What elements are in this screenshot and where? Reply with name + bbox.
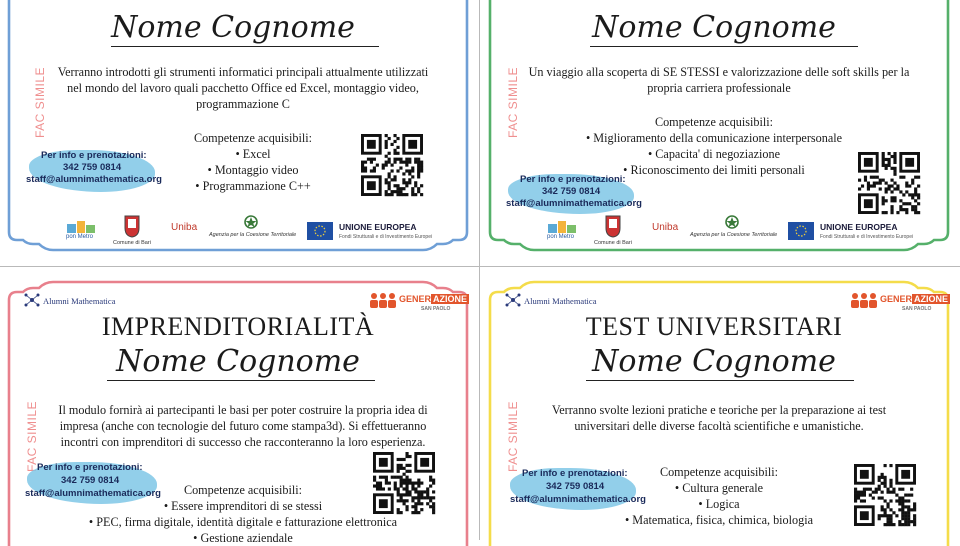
info-email[interactable]: staff@alumnimathematica.org: [510, 494, 646, 505]
fac-simile-label: FAC SIMILE: [506, 66, 520, 138]
comune-crest-icon: [604, 214, 622, 238]
info-label: Per info e prenotazioni:: [520, 174, 626, 185]
skills-heading: Competenze acquisibili:: [654, 115, 774, 129]
skill-item: • Montaggio video: [207, 163, 299, 177]
pon-metro-logo: [65, 218, 101, 244]
agenzia-text: Agenzia per la Coesione Territoriale: [690, 232, 778, 238]
sponsor-logos: [544, 214, 944, 250]
skills-block: [564, 114, 864, 178]
horizontal-divider: [0, 266, 960, 267]
skills-heading: Competenze acquisibili:: [659, 465, 779, 479]
fac-simile-label: FAC SIMILE: [506, 400, 520, 472]
generazione-logo: [880, 294, 950, 304]
module-description: Verranno svolte lezioni pratiche e teoriche per la preparazione ai test universitari delle diverse facoltà scientifiche e umanistiche.: [551, 403, 887, 433]
pon-metro-logo: [546, 218, 582, 244]
qr-code[interactable]: [854, 464, 916, 526]
gener-part: GENER: [880, 294, 913, 304]
skills-block: [153, 130, 353, 194]
skill-item: • Capacita' di negoziazione: [647, 147, 780, 161]
italy-emblem-icon: [724, 214, 740, 230]
module-description: Un viaggio alla scoperta di SE STESSI e valorizzazione delle soft skills per la propria carriera professionale: [528, 65, 910, 95]
info-phone: 342 759 0814: [542, 186, 601, 197]
info-phone: 342 759 0814: [63, 162, 122, 173]
participant-name: Nome Cognome: [116, 344, 360, 379]
info-email[interactable]: staff@alumnimathematica.org: [26, 174, 162, 185]
info-label: Per info e prenotazioni:: [522, 468, 628, 479]
module-description: Verranno introdotti gli strumenti informatici principali attualmente utilizzati nel mondo del lavoro quali pacchetto Office ed Excel, montaggio video, programmazione C: [57, 65, 429, 111]
info-label: Per info e prenotazioni:: [37, 462, 143, 473]
skill-item: • Riconoscimento dei limiti personali: [623, 163, 805, 177]
uniba-logo: Uniba: [171, 222, 198, 233]
module-title: TEST UNIVERSITARI: [585, 312, 843, 341]
info-box: [23, 458, 163, 512]
gener-part: GENER: [399, 294, 432, 304]
info-phone: 342 759 0814: [61, 475, 120, 486]
skill-item: • Miglioramento della comunicazione interpersonale: [585, 131, 843, 145]
qr-code[interactable]: [361, 134, 423, 196]
azione-part: AZIONE: [433, 294, 468, 304]
eu-flag-icon: [788, 222, 814, 240]
azione-part: AZIONE: [914, 294, 949, 304]
alumni-logo-text: Alumni Mathematica: [524, 296, 597, 306]
skills-heading: Competenze acquisibili:: [183, 483, 303, 497]
generazione-logo: [399, 294, 469, 304]
card-test-universitari: [484, 272, 954, 532]
fac-simile-label: FAC SIMILE: [25, 400, 39, 472]
skill-item: • PEC, firma digitale, identità digitale e fatturazione elettronica: [88, 515, 398, 529]
skill-item: • Gestione aziendale: [193, 531, 293, 545]
info-email[interactable]: staff@alumnimathematica.org: [25, 488, 161, 499]
alumni-logo-text: Alumni Mathematica: [43, 296, 116, 306]
info-phone: 342 759 0814: [546, 481, 605, 492]
fac-simile-label: FAC SIMILE: [33, 66, 47, 138]
eu-title: UNIONE EUROPEA: [339, 222, 417, 232]
comune-text: Comune di Bari: [594, 240, 632, 246]
san-paolo-text: SAN PAOLO: [421, 306, 451, 312]
uniba-logo: Uniba: [652, 222, 679, 233]
vertical-divider: [479, 0, 480, 540]
skill-item: • Matematica, fisica, chimica, biologia: [624, 513, 814, 527]
name-underline: [590, 46, 858, 47]
skill-item: • Excel: [235, 147, 271, 161]
name-underline: [107, 380, 375, 381]
pon-metro-text: pon Metro: [66, 234, 94, 240]
participant-name: Nome Cognome: [111, 10, 355, 45]
card-imprenditorialita: [3, 272, 473, 545]
eu-title: UNIONE EUROPEA: [820, 222, 898, 232]
comune-crest-icon: [123, 214, 141, 238]
eu-subtitle: Fondi Strutturali e di Investimento Europei: [820, 234, 914, 240]
name-underline: [111, 46, 379, 47]
module-title: IMPRENDITORIALITÀ: [101, 312, 375, 341]
name-underline: [586, 380, 854, 381]
participant-name: Nome Cognome: [592, 344, 836, 379]
eu-flag-icon: [307, 222, 333, 240]
info-label: Per info e prenotazioni:: [41, 150, 147, 161]
module-description: Il modulo fornirà ai partecipanti le basi per poter costruire la propria idea di impresa (anche con tecnologie del futuro come stampa3d). Si effettueranno incontri con imprenditori di successo che racconteranno la loro esperienza.: [58, 403, 428, 449]
skill-item: • Programmazione C++: [195, 179, 311, 193]
card-soft-skills: [484, 0, 954, 260]
people-icon: [369, 292, 397, 308]
card-informatica: [3, 0, 473, 260]
qr-code[interactable]: [858, 152, 920, 214]
people-icon: [850, 292, 878, 308]
skill-item: • Cultura generale: [674, 481, 764, 495]
skill-item: • Essere imprenditori di se stessi: [163, 499, 323, 513]
alumni-logo-icon: [23, 292, 41, 308]
agenzia-text: Agenzia per la Coesione Territoriale: [209, 232, 297, 238]
alumni-logo-icon: [504, 292, 522, 308]
pon-metro-text: pon Metro: [547, 234, 575, 240]
san-paolo-text: SAN PAOLO: [902, 306, 932, 312]
eu-subtitle: Fondi Strutturali e di Investimento Europei: [339, 234, 433, 240]
italy-emblem-icon: [243, 214, 259, 230]
participant-name: Nome Cognome: [592, 10, 836, 45]
skill-item: • Logica: [698, 497, 740, 511]
sponsor-logos: [63, 214, 463, 250]
info-email[interactable]: staff@alumnimathematica.org: [506, 198, 642, 209]
comune-text: Comune di Bari: [113, 240, 151, 246]
qr-code[interactable]: [373, 452, 435, 514]
skills-heading: Competenze acquisibili:: [193, 131, 313, 145]
info-box: [506, 464, 646, 518]
info-box: [25, 144, 165, 198]
